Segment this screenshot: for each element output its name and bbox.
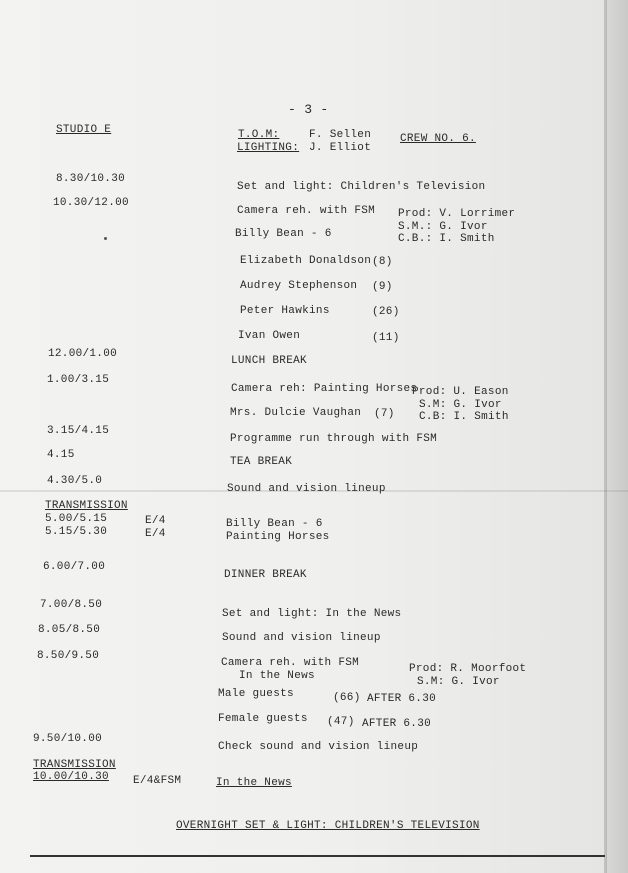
item-billy-bean-1: Billy Bean - 6 <box>235 228 332 240</box>
tom-name: F. Sellen <box>309 129 372 141</box>
item-tea-break: TEA BREAK <box>230 456 293 468</box>
item-check-sound-vision: Check sound and vision lineup <box>218 741 419 753</box>
item-camera-reh-news: Camera reh. with FSM <box>221 657 360 669</box>
tom-label: T.O.M: <box>238 129 280 141</box>
item-sound-vision-lineup-1: Sound and vision lineup <box>227 483 386 495</box>
cast-number-9: (9) <box>372 281 393 293</box>
cast-audrey-stephenson: Audrey Stephenson <box>240 280 358 292</box>
item-camera-reh-fsm: Camera reh. with FSM <box>237 205 376 217</box>
time-12-00: 12.00/1.00 <box>48 348 118 360</box>
time-6-00: 6.00/7.00 <box>43 561 106 573</box>
cast-peter-hawkins: Peter Hawkins <box>240 305 330 317</box>
tx-painting-horses: Painting Horses <box>226 531 330 543</box>
time-8-05: 8.05/8.50 <box>38 624 101 636</box>
cast-number-26: (26) <box>372 306 400 318</box>
code-e4-fsm: E/4&FSM <box>133 775 182 787</box>
item-camera-reh-painting-horses: Camera reh: Painting Horses <box>231 383 418 395</box>
item-sound-vision-lineup-2: Sound and vision lineup <box>222 632 381 644</box>
sm-ivor-1: S.M.: G. Ivor <box>398 221 488 233</box>
cast-number-11: (11) <box>372 332 400 344</box>
vertical-fold-line <box>604 0 607 873</box>
lighting-name: J. Elliot <box>309 142 372 154</box>
overnight-note: OVERNIGHT SET & LIGHT: CHILDREN'S TELEVISION <box>176 820 480 832</box>
cast-elizabeth-donaldson: Elizabeth Donaldson <box>240 255 372 267</box>
sm-ivor-3: S.M: G. Ivor <box>417 676 500 688</box>
item-lunch-break: LUNCH BREAK <box>231 355 307 367</box>
bottom-rule <box>30 855 605 857</box>
item-dinner-break: DINNER BREAK <box>224 569 307 581</box>
male-guests-number: (66) <box>333 692 361 704</box>
item-programme-run-through: Programme run through with FSM <box>230 433 438 445</box>
male-guests: Male guests <box>218 688 294 700</box>
cast-number-8: (8) <box>372 256 393 268</box>
time-9-50: 9.50/10.00 <box>33 733 103 745</box>
lighting-label: LIGHTING: <box>237 142 300 154</box>
time-10-30: 10.30/12.00 <box>53 197 129 209</box>
tx-billy-bean: Billy Bean - 6 <box>226 518 323 530</box>
tx-in-the-news: In the News <box>216 777 292 789</box>
sm-ivor-2: S.M: G. Ivor <box>419 399 502 411</box>
prod-moorfoot: Prod: R. Moorfoot <box>409 663 527 675</box>
transmission-label-1: TRANSMISSION <box>45 500 128 512</box>
item-in-the-news-sub: In the News <box>239 670 315 682</box>
time-7-00: 7.00/8.50 <box>40 599 103 611</box>
transmission-label-2: TRANSMISSION <box>33 759 116 771</box>
time-4-15: 4.15 <box>47 449 75 461</box>
prod-eason: Prod: U. Eason <box>412 386 509 398</box>
ink-speck <box>104 237 107 240</box>
page-number: - 3 - <box>288 102 329 117</box>
code-e4-1: E/4 <box>145 515 166 527</box>
cb-smith-1: C.B.: I. Smith <box>398 233 495 245</box>
time-5-15: 5.15/5.30 <box>45 526 108 538</box>
female-guests: Female guests <box>218 713 308 725</box>
time-5-00: 5.00/5.15 <box>45 513 108 525</box>
prod-lorrimer: Prod: V. Lorrimer <box>398 208 516 220</box>
time-10-00: 10.00/10.30 <box>33 771 109 783</box>
time-8-50: 8.50/9.50 <box>37 650 100 662</box>
time-4-30: 4.30/5.0 <box>47 475 103 487</box>
female-guests-after: AFTER 6.30 <box>362 718 432 730</box>
cast-dulcie-vaughan: Mrs. Dulcie Vaughan <box>230 407 362 419</box>
time-3-15: 3.15/4.15 <box>47 425 110 437</box>
crew-number: CREW NO. 6. <box>400 133 476 145</box>
code-e4-2: E/4 <box>145 528 166 540</box>
cast-number-7: (7) <box>374 408 395 420</box>
page-edge-shadow <box>606 0 628 873</box>
time-1-00: 1.00/3.15 <box>47 374 110 386</box>
female-guests-number: (47) <box>327 716 355 728</box>
cb-smith-2: C.B: I. Smith <box>419 411 509 423</box>
time-8-30: 8.30/10.30 <box>56 173 126 185</box>
studio-label: STUDIO E <box>56 124 112 136</box>
item-set-light-ctv: Set and light: Children's Television <box>237 181 486 193</box>
male-guests-after: AFTER 6.30 <box>367 693 437 705</box>
item-set-light-news: Set and light: In the News <box>222 608 402 620</box>
cast-ivan-owen: Ivan Owen <box>238 330 301 342</box>
